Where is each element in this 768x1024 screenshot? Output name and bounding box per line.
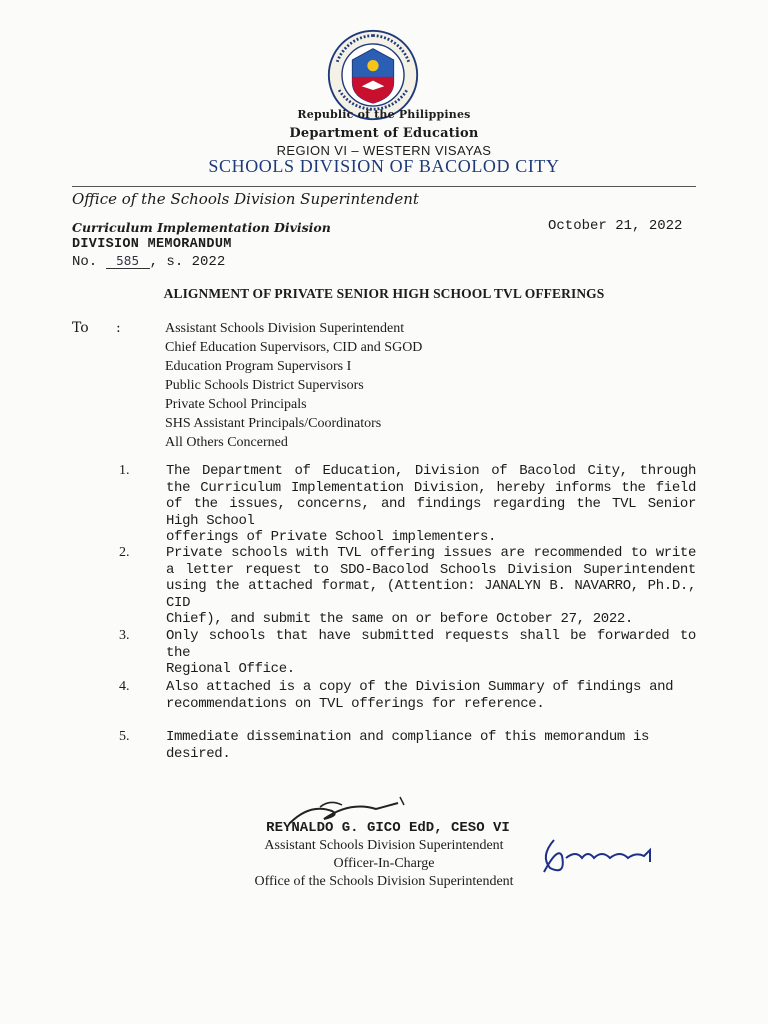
item-text — [166, 545, 696, 628]
memo-type: DIVISION MEMORANDUM — [72, 237, 232, 252]
memo-number-suffix: , s. 2022 — [149, 254, 226, 270]
header-department: Department of Education — [289, 126, 479, 141]
recipient-item: Private School Principals — [165, 397, 307, 412]
recipient-list — [165, 319, 422, 452]
signatory-name: REYNALDO G. GICO EdD, CESO VI — [266, 820, 510, 836]
memo-date: October 21, 2022 — [548, 218, 683, 234]
header-republic: Republic of the Philippines — [297, 108, 471, 121]
item-text-last-line: recommendations on TVL offerings for reference. — [166, 695, 545, 712]
item-text — [166, 729, 696, 762]
signatory-title-1: Assistant Schools Division Superintendent — [264, 838, 504, 853]
item-text-last-line: desired. — [166, 745, 231, 762]
to-colon: : — [116, 320, 121, 336]
item-text-body: Also attached is a copy of the Division Summary of findings and — [166, 679, 674, 695]
item-text-body: Private schools with TVL offering issues are recommended to write a letter request to SDO-Bacolod Schools Division Superintendent using the attached format, (Attention: JANALYN B. NAVARRO, Ph.D., CID — [166, 545, 696, 611]
recipient-item: Education Program Supervisors I — [165, 359, 352, 374]
recipient-item: SHS Assistant Principals/Coordinators — [165, 416, 382, 431]
item-text-last-line: offerings of Private School implementers. — [166, 529, 497, 545]
memo-number — [72, 254, 225, 270]
division-unit: Curriculum Implementation Division — [72, 220, 331, 235]
item-number: 1. — [119, 463, 130, 478]
item-text-body: The Department of Education, Division of Bacolod City, through the Curriculum Implementation Division, hereby informs the field of the issues, concerns, and findings regarding the TVL Senior High School — [166, 463, 696, 529]
item-text-last-line: Chief), and submit the same on or before October 27, 2022. — [166, 611, 633, 627]
item-text-body: Only schools that have submitted requests shall be forwarded to the — [166, 628, 696, 661]
header-schools-division: SCHOOLS DIVISION OF BACOLOD CITY — [208, 156, 560, 176]
item-number: 5. — [119, 729, 130, 744]
item-text-last-line: Regional Office. — [166, 661, 295, 677]
item-text — [166, 628, 696, 678]
item-text — [166, 679, 696, 712]
item-number: 4. — [119, 679, 130, 694]
memo-subject: ALIGNMENT OF PRIVATE SENIOR HIGH SCHOOL TVL OFFERINGS — [163, 286, 605, 301]
memo-number-value: 585 — [106, 254, 150, 269]
memo-number-prefix: No. — [72, 254, 98, 270]
item-text — [166, 463, 696, 546]
initials-signature-mark — [536, 832, 662, 882]
signatory-title-2: Officer-In-Charge — [333, 856, 435, 871]
header-divider — [72, 186, 696, 187]
recipient-item: Chief Education Supervisors, CID and SGOD — [165, 340, 423, 355]
recipient-item: Public Schools District Supervisors — [165, 378, 364, 393]
signatory-title-3: Office of the Schools Division Superintendent — [254, 874, 514, 889]
item-number: 2. — [119, 545, 130, 560]
item-text-body: Immediate dissemination and compliance of this memorandum is — [166, 729, 650, 745]
to-label: To — [72, 320, 89, 336]
recipient-item: Assistant Schools Division Superintendent — [165, 321, 405, 336]
recipient-item: All Others Concerned — [165, 435, 288, 450]
item-number: 3. — [119, 628, 130, 643]
header-region: REGION VI – WESTERN VISAYAS — [276, 143, 492, 158]
office-line: Office of the Schools Division Superintendent — [72, 190, 419, 208]
